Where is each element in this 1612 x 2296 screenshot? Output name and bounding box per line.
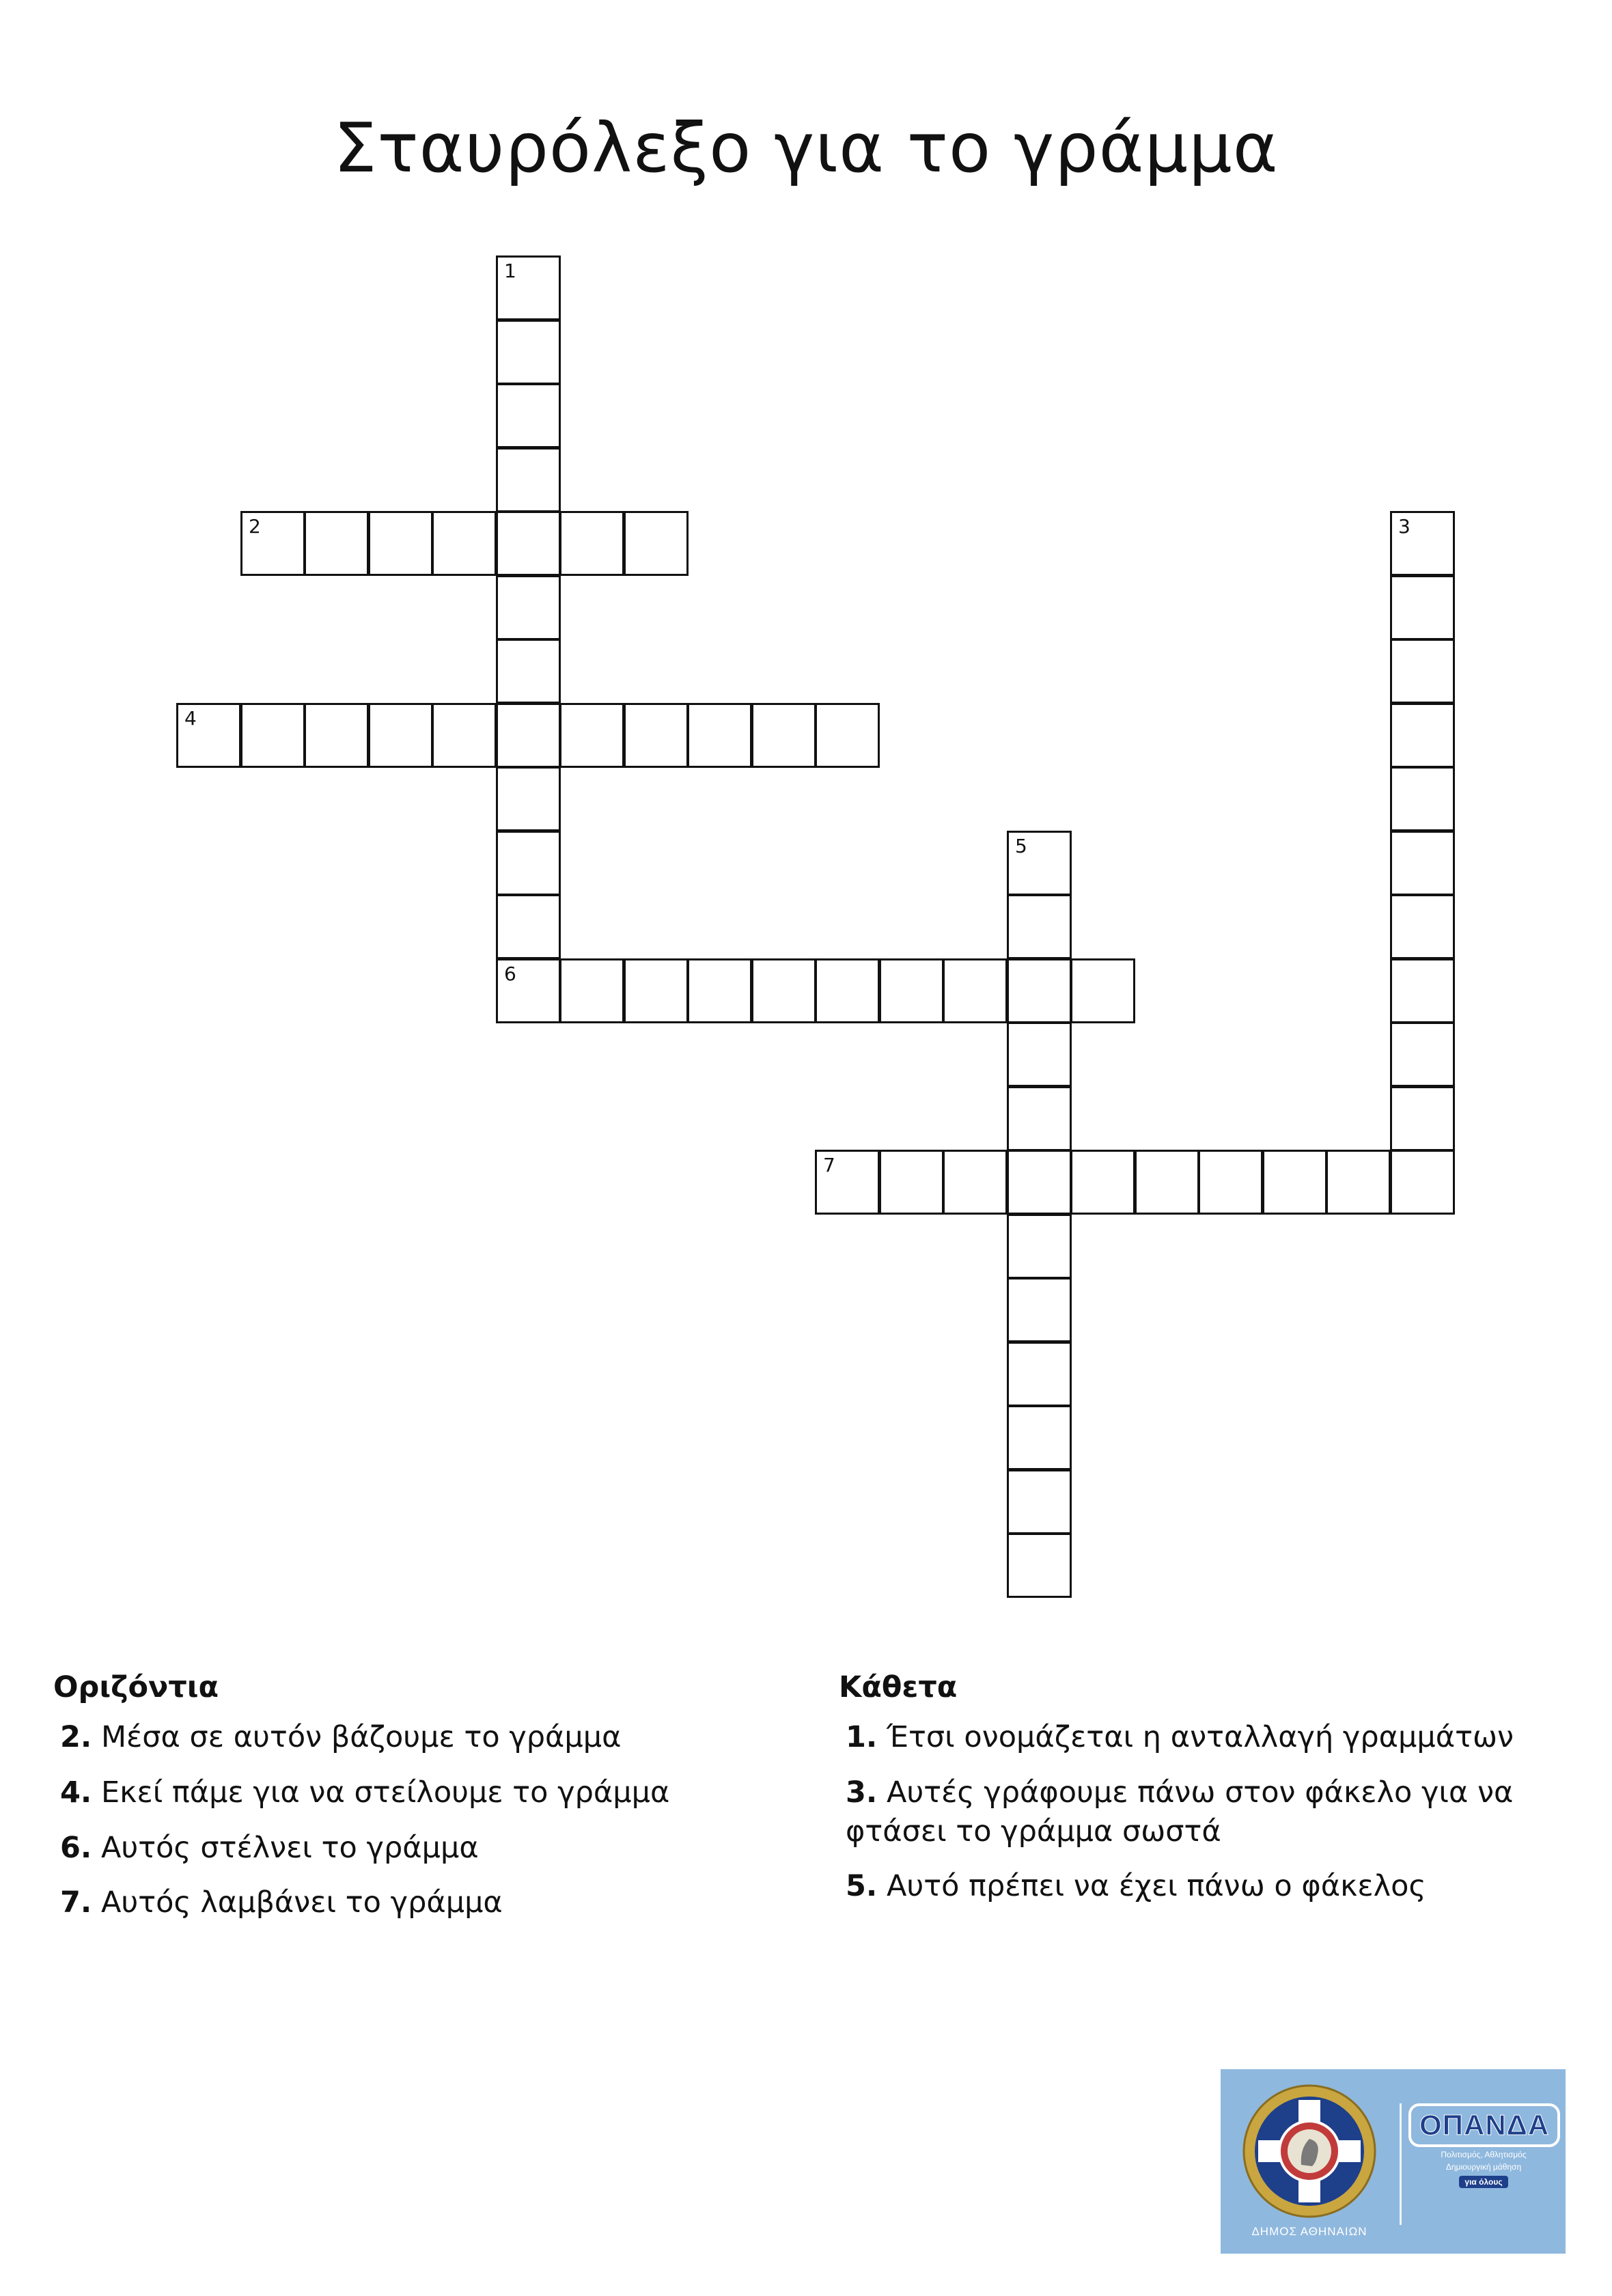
crossword-cell-5[interactable] [1007,831,1072,896]
clue-down-5: 5. Αυτό πρέπει να έχει πάνω ο φάκελος [846,1869,1426,1904]
opanda-tagline-1: Πολιτισμός, Αθλητισμός [1441,2150,1527,2159]
crossword-cell[interactable] [687,703,752,768]
crossword-cell[interactable] [559,511,624,576]
crossword-cell[interactable] [496,383,561,448]
crossword-cell-3[interactable] [1390,511,1455,576]
crossword-cell[interactable] [1007,1086,1072,1151]
crossword-cell[interactable] [368,703,433,768]
crossword-cell[interactable] [1007,1214,1072,1279]
clue-number: 1 [504,260,516,282]
clue-across-2: 2. Μέσα σε αυτόν βάζουμε το γράμμα [60,1720,622,1754]
down-clues [839,1670,1563,1922]
crossword-cell[interactable] [1390,1150,1455,1215]
crossword-cell[interactable] [815,958,880,1023]
crossword-cell-7[interactable] [815,1150,880,1215]
crossword-cell[interactable] [1007,1277,1072,1342]
crossword-cell[interactable] [815,703,880,768]
crossword-cell[interactable] [1390,958,1455,1023]
crossword-cell[interactable] [432,703,497,768]
crossword-cell[interactable] [496,320,561,385]
crossword-cell[interactable] [496,766,561,831]
crossword-cell[interactable] [1390,639,1455,704]
crossword-cell[interactable] [1390,1022,1455,1087]
crossword-cell[interactable] [1390,1086,1455,1151]
crossword-cell[interactable] [1007,894,1072,959]
clue-across-6: 6. Αυτός στέλνει το γράμμα [60,1830,479,1865]
crossword-cell[interactable] [1198,1150,1263,1215]
crossword-cell[interactable] [1007,1150,1072,1215]
crossword-cell[interactable] [1390,703,1455,768]
opanda-logo [1408,2103,1559,2188]
clue-number: 3 [1398,515,1410,538]
crossword-cell[interactable] [1070,958,1135,1023]
crossword-cell[interactable] [1007,1405,1072,1470]
crossword-cell[interactable] [1262,1150,1327,1215]
across-clues [53,1670,791,1939]
municipality-seal-icon [1241,2083,1378,2219]
crossword-cell[interactable] [624,958,689,1023]
opanda-tagline-2: Δημιουργική μάθηση [1445,2162,1522,2172]
clue-number: 4 [184,707,197,730]
opanda-wordmark: ΟΠΑΝΔΑ [1408,2103,1560,2147]
clue-down-1: 1. Έτσι ονομάζεται η ανταλλαγή γραμμάτων [846,1720,1514,1754]
crossword-cell[interactable] [1326,1150,1391,1215]
down-heading: Κάθετα [839,1670,958,1704]
crossword-cell[interactable] [496,639,561,704]
across-heading: Οριζόντια [53,1670,219,1704]
crossword-cell[interactable] [240,703,305,768]
crossword-cell[interactable] [1390,831,1455,896]
crossword-cell-1[interactable] [496,255,561,320]
crossword-cell[interactable] [879,1150,944,1215]
crossword-cell[interactable] [1390,766,1455,831]
crossword-cell[interactable] [496,575,561,640]
crossword-cell[interactable] [879,958,944,1023]
opanda-badge: για όλους [1459,2176,1507,2188]
crossword-cell[interactable] [368,511,433,576]
crossword-cell[interactable] [496,447,561,512]
crossword-cell[interactable] [1390,575,1455,640]
crossword-cell[interactable] [1135,1150,1199,1215]
clue-down-3: 3. Αυτές γράφουμε πάνω στον φάκελο για να φτάσει το γράμμα σωστά [846,1775,1514,1849]
crossword-cell[interactable] [687,958,752,1023]
clue-number: 7 [823,1154,835,1176]
crossword-cell[interactable] [496,831,561,896]
page-title: Σταυρόλεξο για το γράμμα [333,108,1279,188]
clue-number: 6 [504,963,516,985]
crossword-cell[interactable] [1070,1150,1135,1215]
clue-number: 2 [249,515,261,538]
clue-number: 5 [1015,835,1027,857]
crossword-cell[interactable] [751,958,816,1023]
crossword-cell[interactable] [496,511,561,576]
crossword-cell[interactable] [943,958,1008,1023]
crossword-cell[interactable] [624,511,689,576]
crossword-cell[interactable] [1007,1469,1072,1534]
crossword-cell[interactable] [751,703,816,768]
crossword-cell[interactable] [496,894,561,959]
logo-divider [1400,2103,1402,2225]
crossword-cell-4[interactable] [176,703,241,768]
clue-across-7: 7. Αυτός λαμβάνει το γράμμα [60,1885,503,1920]
crossword-cell[interactable] [1007,1533,1072,1598]
sponsor-logo [1221,2069,1566,2254]
crossword-cell[interactable] [1007,1342,1072,1407]
crossword-cell[interactable] [432,511,497,576]
crossword-cell-6[interactable] [496,958,561,1023]
crossword-cell[interactable] [559,958,624,1023]
crossword-cell-2[interactable] [240,511,305,576]
crossword-cell[interactable] [304,511,369,576]
clue-across-4: 4. Εκεί πάμε για να στείλουμε το γράμμα [60,1775,670,1810]
crossword-cell[interactable] [559,703,624,768]
crossword-cell[interactable] [1007,1022,1072,1087]
crossword-cell[interactable] [304,703,369,768]
crossword-cell[interactable] [624,703,689,768]
crossword-cell[interactable] [1007,958,1072,1023]
crossword-cell[interactable] [943,1150,1008,1215]
municipality-caption: ΔΗΜΟΣ ΑΘΗΝΑΙΩΝ [1251,2225,1367,2238]
crossword-cell[interactable] [496,703,561,768]
crossword-cell[interactable] [1390,894,1455,959]
